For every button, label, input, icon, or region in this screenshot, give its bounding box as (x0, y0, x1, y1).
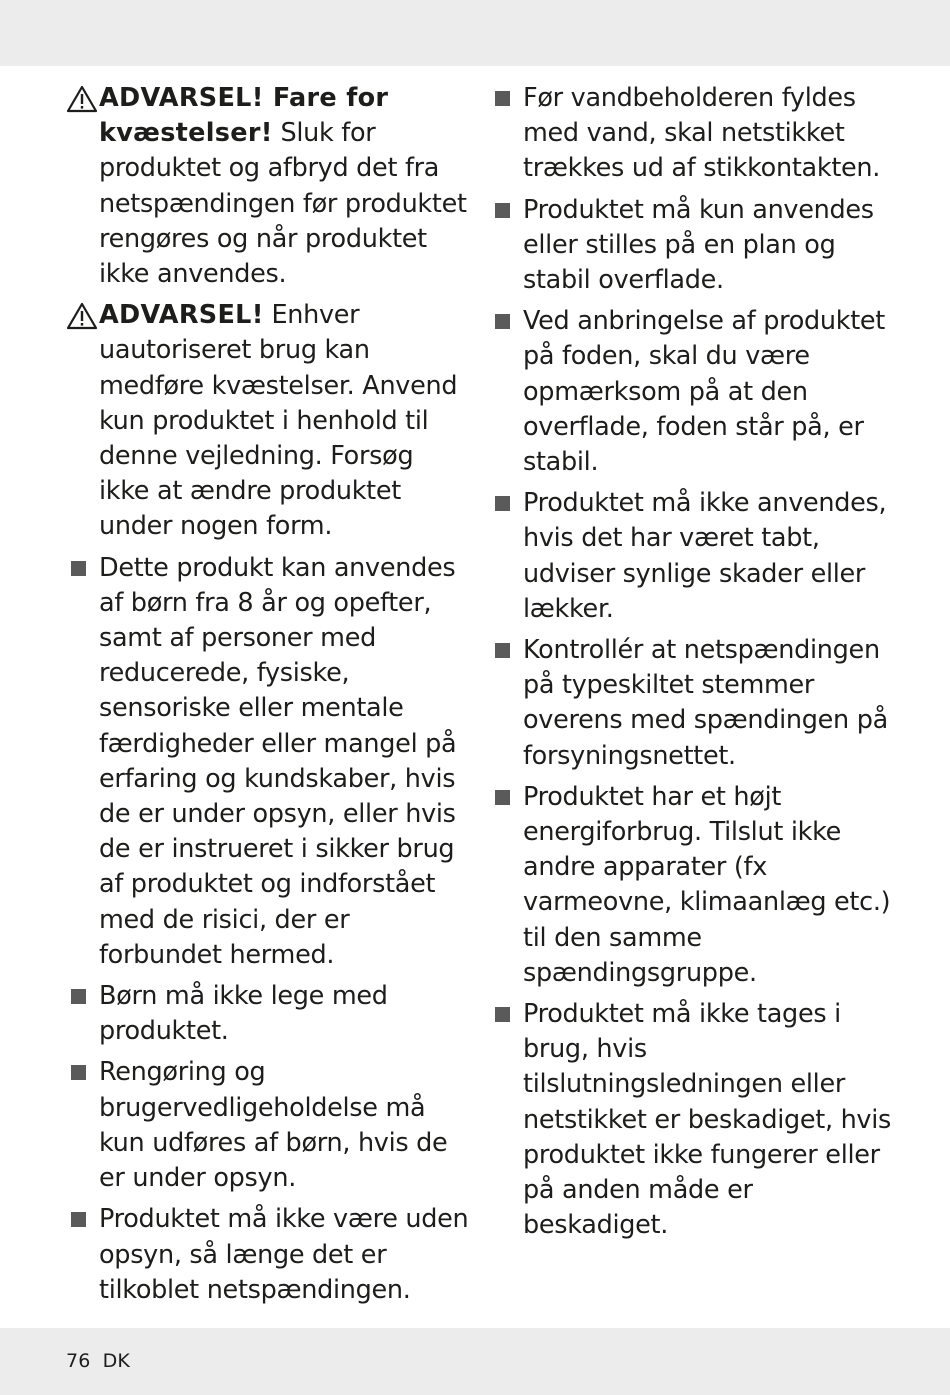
warning-text: Sluk for produktet og afbryd det fra netspændingen før produktet rengøres og når produktet ikke anvendes. (99, 118, 467, 290)
header-band (0, 0, 950, 66)
list-item (66, 1202, 471, 1308)
warning-heading: ADVARSEL! (99, 300, 264, 331)
list-item (66, 979, 471, 1049)
list-item-text: Rengøring og brugervedligeholdelse må kun udføres af børn, hvis de er under opsyn. (99, 1057, 448, 1194)
warning-triangle-icon (66, 85, 98, 113)
square-bullet-icon (71, 1065, 86, 1080)
square-bullet-icon (71, 989, 86, 1004)
list-item-text: Produktet må ikke anvendes, hvis det har været tabt, udviser synlige skader eller lækker. (523, 488, 887, 624)
square-bullet-icon (495, 790, 510, 805)
list-item-text: Produktet må ikke tages i brug, hvis tilslutningsledningen eller netstikket er beskadiget, hvis produktet ikke fungerer eller på anden måde er beskadiget. (523, 999, 891, 1241)
right-column (490, 81, 895, 1250)
warning-heading: ADVARSEL! Fare for kvæstelser! (99, 83, 389, 149)
square-bullet-icon (495, 1007, 510, 1022)
list-item (490, 780, 895, 991)
square-bullet-icon (495, 496, 510, 511)
list-item-text: Før vandbeholderen fyldes med vand, skal netstikket trækkes ud af stikkontakten. (523, 83, 881, 184)
square-bullet-icon (495, 91, 510, 106)
list-item-text: Ved anbringelse af produktet på foden, skal du være opmærksom på at den overflade, foden står på, er stabil. (523, 306, 886, 478)
warning-text: Enhver uautoriseret brug kan medføre kvæstelser. Anvend kun produktet i henhold til denne vejledning. Forsøg ikke at ændre produktet under nogen form. (99, 300, 458, 542)
warning-item (66, 298, 471, 544)
list-item-text: Produktet har et højt energiforbrug. Tilslut ikke andre apparater (fx varmeovne, klimaanlæg etc.) til den samme spændingsgruppe. (523, 781, 891, 988)
list-item (490, 997, 895, 1243)
list-item (490, 486, 895, 627)
warning-item (66, 81, 471, 292)
list-item (66, 1055, 471, 1196)
list-item-text: Produktet må ikke være uden opsyn, så længe det er tilkoblet netspændingen. (99, 1204, 469, 1305)
language-code: DK (102, 1350, 131, 1372)
square-bullet-icon (495, 643, 510, 658)
list-item-text: Dette produkt kan anvendes af børn fra 8 år og opefter, samt af personer med reducerede, fysiske, sensoriske eller mentale færdigheder eller mangel på erfaring og kundskaber, hvis de er under opsyn, eller hvis de er instrueret i sikker brug af produktet og indforstået med de risici, der er forbundet hermed. (99, 552, 457, 970)
list-item-text: Børn må ikke lege med produktet. (99, 981, 388, 1047)
footer-band (0, 1328, 950, 1395)
left-column (66, 81, 471, 1314)
list-item (490, 304, 895, 480)
list-item-text: Produktet må kun anvendes eller stilles på en plan og stabil overflade. (523, 194, 874, 296)
square-bullet-icon (71, 561, 86, 576)
square-bullet-icon (495, 314, 510, 329)
warning-triangle-icon (66, 302, 98, 330)
square-bullet-icon (71, 1212, 86, 1227)
page-number: 76 (66, 1350, 91, 1372)
list-item (490, 193, 895, 299)
square-bullet-icon (495, 203, 510, 218)
page-footer (66, 1350, 130, 1372)
list-item (490, 81, 895, 187)
list-item (490, 633, 895, 774)
list-item-text: Kontrollér at netspændingen på typeskiltet stemmer overens med spændingen på forsyningsnettet. (523, 635, 888, 771)
list-item (66, 551, 471, 973)
